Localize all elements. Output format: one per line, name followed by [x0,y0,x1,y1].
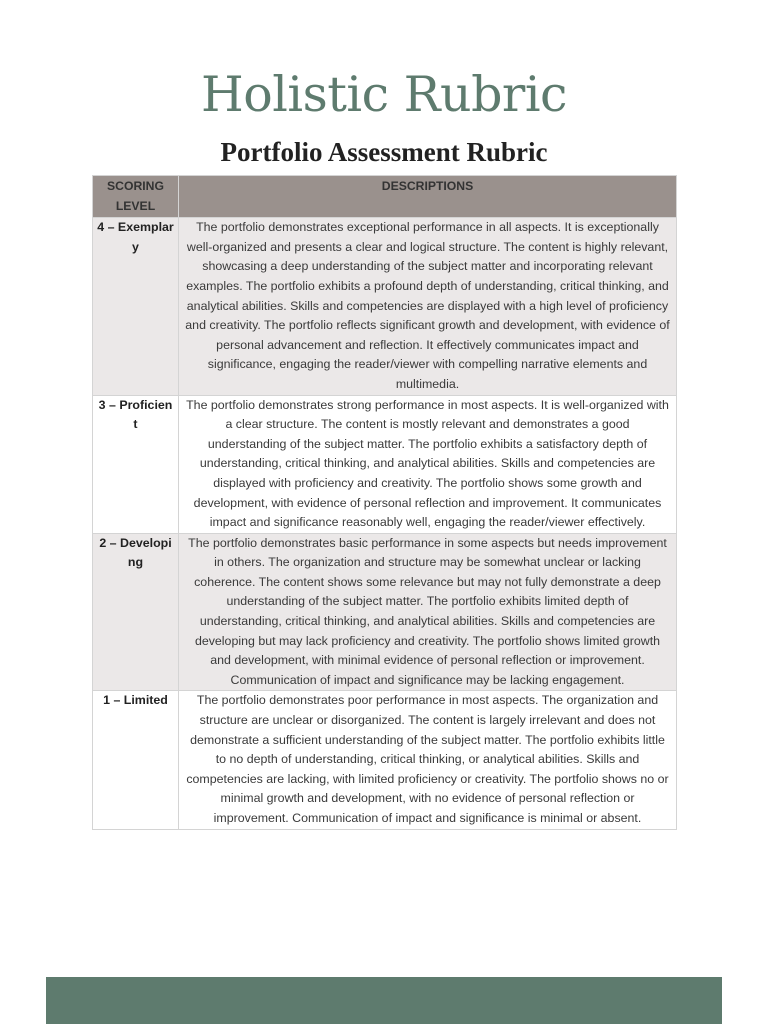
row-level: 4 – Exemplary [93,218,179,395]
row-description: The portfolio demonstrates poor performance in most aspects. The organization and structure are unclear or disorganized. The content is largely irrelevant and does not demonstrate a sufficient understanding of the subject matter. The portfolio exhibits little to no depth of understanding, critical thinking, or analytical abilities. Skills and competencies are lacking, with limited proficiency or creativity. The portfolio shows no or minimal growth and development, with no evidence of personal reflection or improvement. Communication of impact and significance is minimal or absent. [179,691,677,829]
row-level: 1 – Limited [93,691,179,829]
rubric-table [92,175,677,830]
table-row [93,691,677,829]
table-row [93,218,677,395]
row-level: 3 – Proficient [93,395,179,533]
row-level: 2 – Developing [93,533,179,691]
footer-band [46,977,722,1024]
header-descriptions: DESCRIPTIONS [179,176,677,218]
row-description: The portfolio demonstrates exceptional performance in all aspects. It is exceptionally well-organized and presents a clear and logical structure. The content is highly relevant, showcasing a deep understanding of the subject matter and incorporating relevant examples. The portfolio exhibits a profound depth of understanding, critical thinking, and analytical abilities. Skills and competencies are displayed with a high level of proficiency and creativity. The portfolio reflects significant growth and development, with evidence of personal advancement and reflection. It effectively communicates impact and significance, engaging the reader/viewer with compelling narrative elements and multimedia. [179,218,677,395]
page-subtitle: Portfolio Assessment Rubric [220,137,548,167]
table-row [93,533,677,691]
header-scoring-level: SCORING LEVEL [93,176,179,218]
row-description: The portfolio demonstrates strong performance in most aspects. It is well-organized with a clear structure. The content is mostly relevant and demonstrates a good understanding of the subject matter. The portfolio exhibits a satisfactory depth of understanding, critical thinking, and analytical abilities. Skills and competencies are displayed with proficiency and creativity. The portfolio shows some growth and development, with evidence of personal reflection and improvement. It communicates impact and significance reasonably well, engaging the reader/viewer effectively. [179,395,677,533]
table-row [93,395,677,533]
page-title: Holistic Rubric [201,66,567,123]
table-header-row [93,176,677,218]
row-description: The portfolio demonstrates basic performance in some aspects but needs improvement in others. The organization and structure may be somewhat unclear or lacking coherence. The content shows some relevance but may not fully demonstrate a deep understanding of the subject matter. The portfolio exhibits limited depth of understanding, critical thinking, and analytical abilities. Skills and competencies are developing but may lack proficiency and creativity. The portfolio shows limited growth and development, with minimal evidence of personal reflection or improvement. Communication of impact and significance may be lacking engagement. [179,533,677,691]
